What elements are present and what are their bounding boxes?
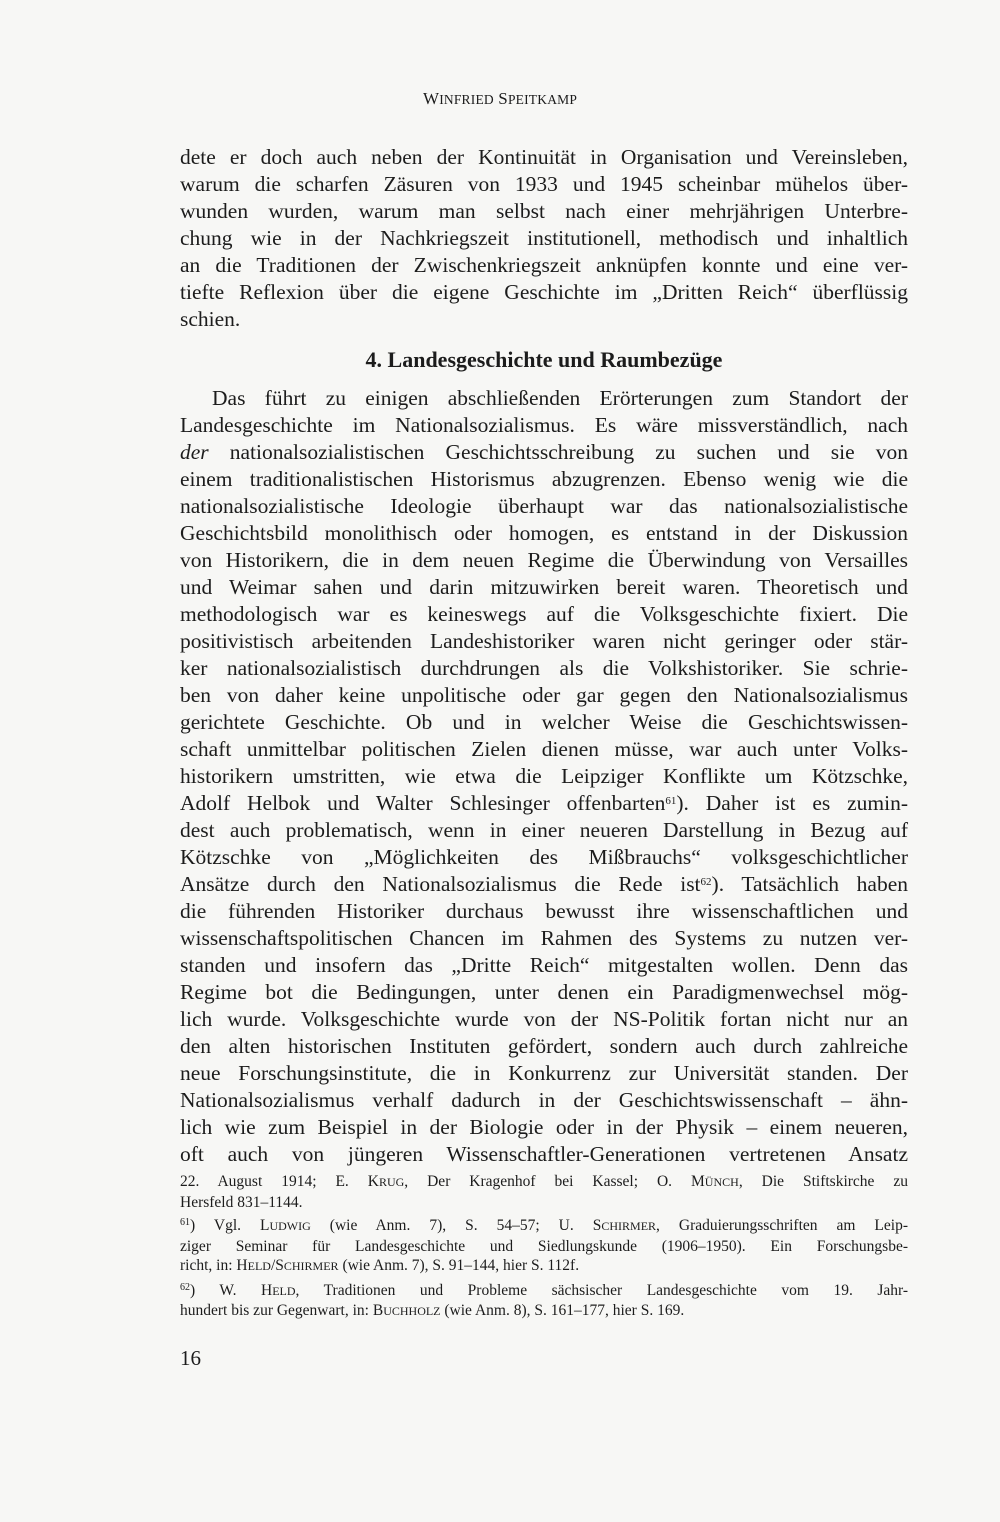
- text-line: neue Forschungsinstitute, die in Konkurrenz zur Universität standen. Der: [180, 1061, 908, 1085]
- text-line: Landesgeschichte im Nationalsozialismus. Es wäre missverständlich, nach: [180, 413, 908, 437]
- author-name-initial: M: [691, 1173, 705, 1190]
- text-line: warum die scharfen Zäsuren von 1933 und 1945 scheinbar mühelos über-: [180, 172, 908, 196]
- author-name-initial: B: [372, 1302, 384, 1319]
- author-name-smallcaps: UDWIG: [269, 1219, 311, 1233]
- text-span: Ansätze durch den Nationalsozialismus die Rede ist: [180, 872, 701, 896]
- author-last-rest: PEITKAMP: [507, 92, 578, 107]
- footnote-line: [180, 1172, 908, 1193]
- text-line: Das führt zu einigen abschließenden Erörterungen zum Standort der: [212, 386, 908, 410]
- text-line: dest auch problematisch, wenn in einer neueren Darstellung in Bezug auf: [180, 818, 908, 842]
- text-line: schien.: [180, 307, 241, 331]
- text-line: und Weimar sahen und darin mitzuwirken bereit waren. Theoretisch und: [180, 575, 908, 599]
- footnote-62: [180, 1281, 908, 1322]
- text-span: , Die Stiftskirche zu: [738, 1173, 908, 1190]
- emphasis-der: der: [180, 440, 209, 464]
- text-line: den alten historischen Instituten gefördert, sondern auch durch zahlreiche: [180, 1034, 908, 1058]
- text-span: 22. August 1914; E.: [180, 1173, 368, 1190]
- text-span: ) Vgl.: [190, 1217, 260, 1234]
- footnote-line: [180, 1281, 908, 1302]
- footnote-line: Hersfeld 831–1144.: [180, 1193, 303, 1211]
- footnote-line: [180, 1256, 908, 1277]
- author-name-initial: H: [236, 1257, 248, 1274]
- author-name-initial: K: [367, 1173, 379, 1190]
- text-line: einem traditionalistischen Historismus abzugrenzen. Ebenso wenig wie die: [180, 467, 908, 491]
- text-span: richt, in:: [180, 1257, 237, 1274]
- text-line: an die Traditionen der Zwischenkriegszeit anknüpfen konnte und eine ver-: [180, 253, 908, 277]
- main-text: [180, 144, 908, 1168]
- paragraph-1: [180, 144, 908, 333]
- author-name-smallcaps: UCHHOLZ: [383, 1304, 441, 1318]
- text-line: standen und insofern das „Dritte Reich“ mitgestalten wollen. Denn das: [180, 953, 908, 977]
- text-line: [180, 871, 908, 898]
- footnote-ref-61[interactable]: 61: [665, 795, 677, 807]
- author-name-initial: H: [261, 1281, 273, 1299]
- author-first-rest: INFRIED: [439, 92, 494, 107]
- text-span: , Graduierungsschriften am Leip-: [656, 1217, 908, 1234]
- text-line: wunden wurden, warum man selbst nach einer mehrjährigen Unterbre-: [180, 199, 908, 223]
- text-span: /: [270, 1257, 276, 1274]
- section-heading: 4. Landesgeschichte und Raumbezüge: [365, 347, 723, 372]
- text-span: , Der Kragenhof bei Kassel; O.: [404, 1173, 691, 1190]
- text-span: ) W.: [190, 1281, 261, 1299]
- author-first-initial: W: [422, 89, 440, 108]
- text-line: dete er doch auch neben der Kontinuität in Organisation und Vereinsleben,: [180, 145, 908, 169]
- footnotes: [180, 1172, 908, 1326]
- footnote-ref-62[interactable]: 62: [700, 876, 712, 888]
- footnote-line: ziger Seminar für Landesgeschichte und Siedlungskunde (1906–1950). Ein Forschungsbe-: [180, 1237, 908, 1255]
- text-line: Kötzschke von „Möglichkeiten des Mißbrauchs“ volksgeschichtlicher: [180, 845, 908, 869]
- footnote-61: [180, 1216, 908, 1277]
- footnote-continuation: [180, 1172, 908, 1212]
- text-line: Regime bot die Bedingungen, unter denen ein Paradigmenwechsel mög-: [180, 980, 908, 1004]
- text-line: [180, 790, 908, 817]
- author-last-initial: S: [498, 89, 508, 108]
- text-line: ker nationalsozialistisch durchdrungen als die Volkshistoriker. Sie schrie-: [180, 656, 908, 680]
- text-line: schaft unmittelbar politischen Zielen dienen müsse, war auch unter Volks-: [180, 737, 908, 761]
- text-line: positivistisch arbeitenden Landeshistoriker waren nicht geringer oder stär-: [180, 629, 908, 653]
- author-name-initial: L: [260, 1217, 270, 1234]
- text-span: ). Tatsächlich haben: [711, 872, 908, 896]
- text-line: nationalsozialistische Ideologie überhaupt war das nationalsozialistische: [180, 494, 908, 518]
- text-span: hundert bis zur Gegenwart, in:: [180, 1302, 373, 1319]
- text-line: Nationalsozialismus verhalf dadurch in der Geschichtswissenschaft – ähn-: [180, 1088, 908, 1112]
- author-name-smallcaps: ÜNCH: [704, 1175, 739, 1189]
- text-span: Adolf Helbok und Walter Schlesinger offenbarten: [180, 791, 666, 815]
- running-head: [0, 89, 1000, 109]
- page-number: 16: [180, 1346, 201, 1370]
- text-span: nationalsozialistischen Geschichtsschreibung zu suchen und sie von: [208, 440, 908, 464]
- text-line: tiefte Reflexion über die eigene Geschichte im „Dritten Reich“ überflüssig: [180, 280, 908, 304]
- text-span: (wie Anm. 7), S. 91–144, hier S. 112f.: [338, 1257, 580, 1274]
- text-span: ). Daher ist es zumin-: [676, 791, 908, 815]
- paragraph-2: [180, 385, 908, 1168]
- text-line: chung wie in der Nachkriegszeit institutionell, methodisch und inhaltlich: [180, 226, 908, 250]
- author-name-smallcaps: CHIRMER: [601, 1219, 657, 1233]
- text-line: gerichtete Geschichte. Ob und in welcher Weise die Geschichtswissen-: [180, 710, 908, 734]
- text-line: [180, 439, 908, 466]
- author-name-smallcaps: CHIRMER: [283, 1259, 339, 1273]
- text-line: lich wurde. Volksgeschichte wurde von der NS-Politik fortan nicht nur an: [180, 1007, 908, 1031]
- author-name-initial: S: [592, 1217, 602, 1234]
- author-name-smallcaps: ELD: [272, 1283, 296, 1298]
- text-line: lich wie zum Beispiel in der Biologie oder in der Physik – einem neueren,: [180, 1115, 908, 1139]
- author-name-initial: S: [275, 1257, 284, 1274]
- footnote-number: 62: [180, 1281, 190, 1293]
- footnote-line: [180, 1216, 908, 1237]
- footnote-line: [180, 1301, 908, 1322]
- author-name-smallcaps: RUG: [378, 1175, 405, 1189]
- text-line: von Historikern, die in dem neuen Regime die Überwindung von Versailles: [180, 548, 908, 572]
- text-line: wissenschaftspolitischen Chancen im Rahmen des Systems zu nutzen ver-: [180, 926, 908, 950]
- text-span: (wie Anm. 8), S. 161–177, hier S. 169.: [440, 1302, 685, 1319]
- text-line: Geschichtsbild monolithisch oder homogen, es entstand in der Diskussion: [180, 521, 908, 545]
- text-span: , Traditionen und Probleme sächsischer Landesgeschichte vom 19. Jahr-: [295, 1281, 909, 1299]
- footnote-number: 61: [180, 1217, 190, 1228]
- author-name-smallcaps: ELD: [247, 1259, 271, 1273]
- text-line: die führenden Historiker durchaus bewusst ihre wissenschaftlichen und: [180, 899, 908, 923]
- text-line: historikern umstritten, wie etwa die Leipziger Konflikte um Kötzschke,: [180, 764, 908, 788]
- text-span: (wie Anm. 7), S. 54–57; U.: [310, 1217, 593, 1234]
- text-line: methodologisch war es keineswegs auf die Volksgeschichte fixiert. Die: [180, 602, 908, 626]
- text-line: oft auch von jüngeren Wissenschaftler-Generationen vertretenen Ansatz: [180, 1142, 908, 1166]
- text-line: ben von daher keine unpolitische oder gar gegen den Nationalsozialismus: [180, 683, 908, 707]
